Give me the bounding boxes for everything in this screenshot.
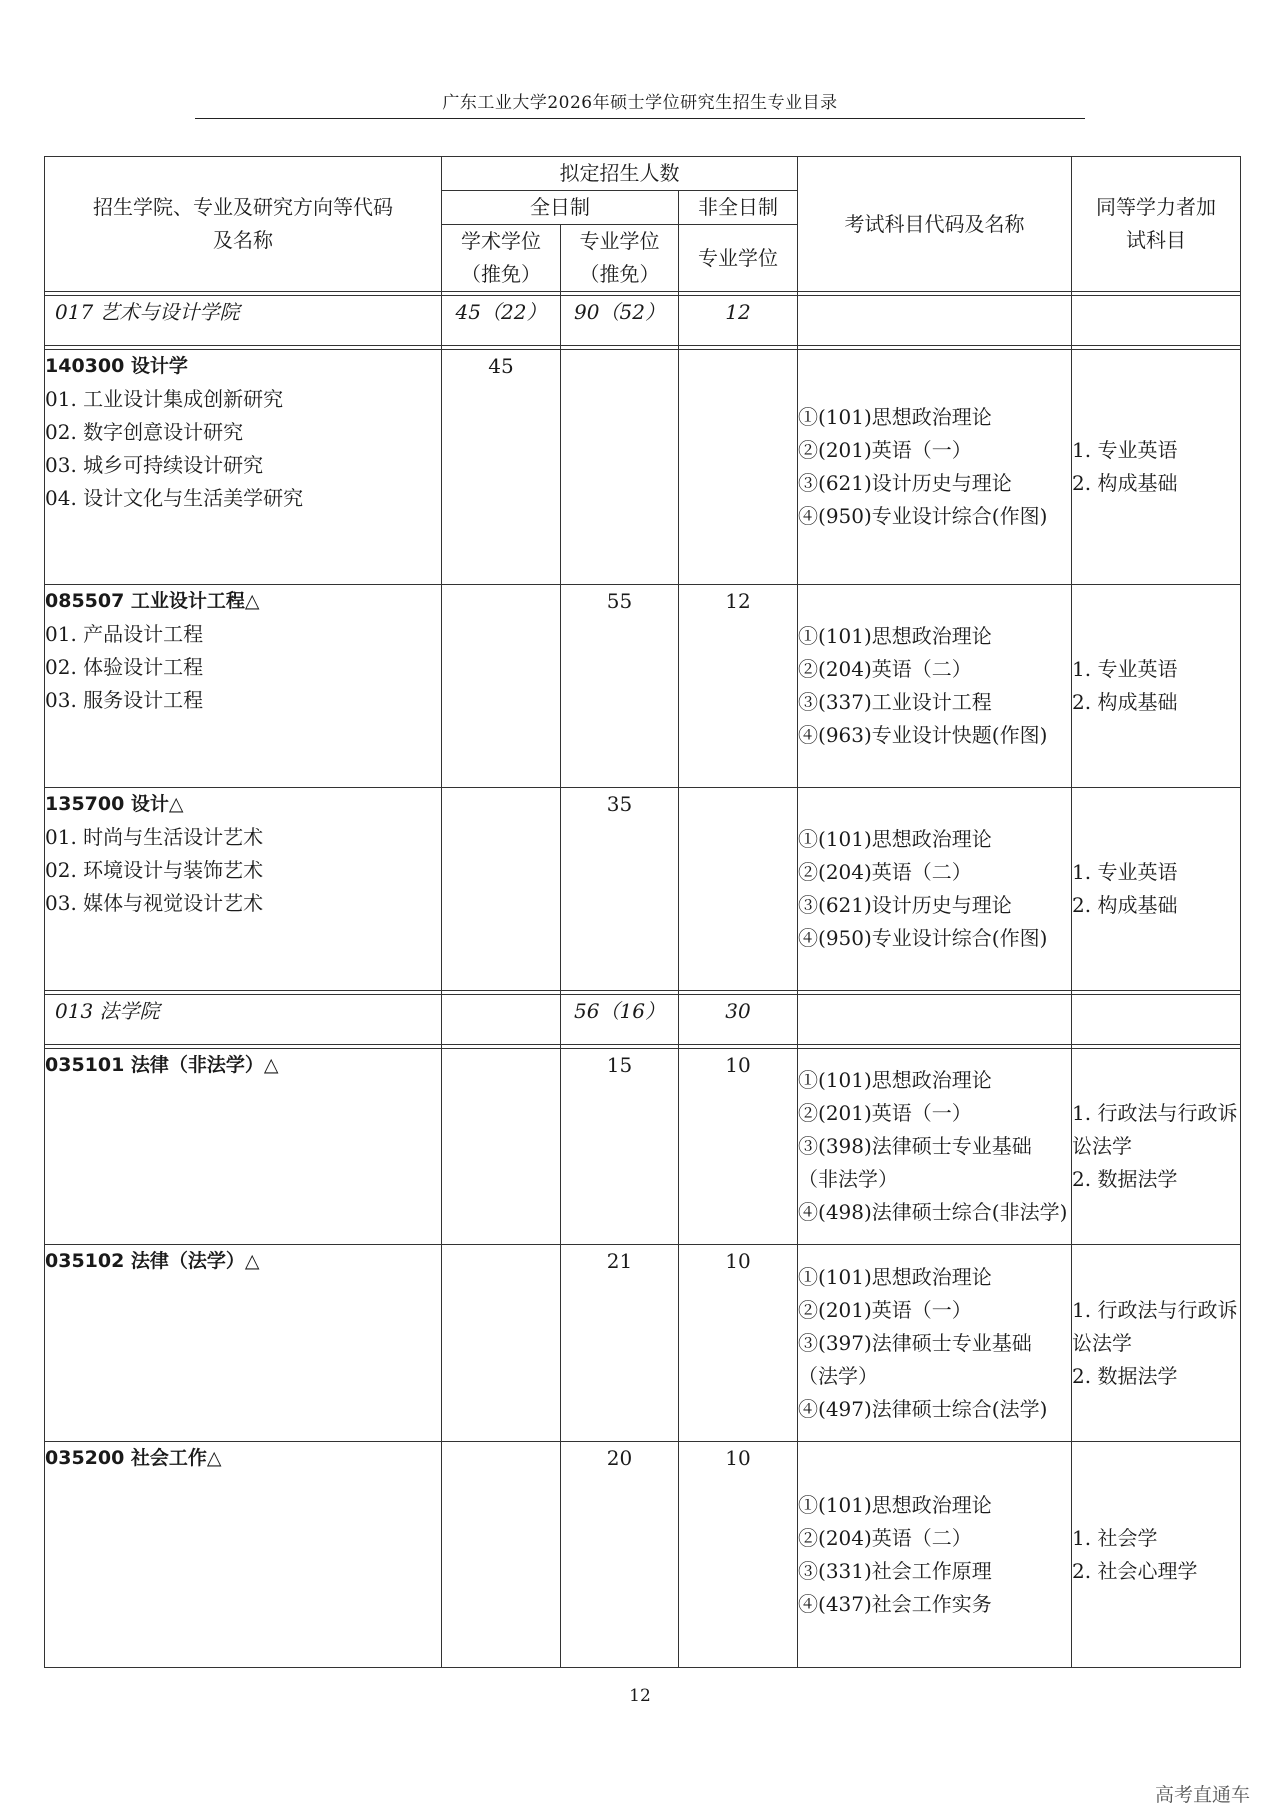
academic-count xyxy=(442,788,561,991)
exam-subjects xyxy=(798,1245,1072,1442)
academic-count xyxy=(442,1245,561,1442)
exam-subject: ③(331)社会工作原理 xyxy=(798,1558,992,1583)
header-part-time: 非全日制 xyxy=(679,191,798,225)
extra-subject: 2. 社会心理学 xyxy=(1072,1558,1198,1583)
exam-subject: ④(497)法律硕士综合(法学) xyxy=(798,1396,1048,1421)
academic-count: 45 xyxy=(442,350,561,585)
exam-subject: ②(201)英语（一） xyxy=(798,1101,972,1125)
academic-count xyxy=(442,1049,561,1245)
extra-subject: 1. 专业英语 xyxy=(1072,438,1178,462)
college-academic xyxy=(442,995,561,1045)
exam-subjects xyxy=(798,585,1072,788)
exam-subject: ①(101)思想政治理论 xyxy=(798,1068,992,1092)
professional-count xyxy=(561,350,679,585)
exam-subject: ①(101)思想政治理论 xyxy=(798,624,992,648)
major-row xyxy=(45,350,1241,585)
college-professional: 90（52） xyxy=(561,296,679,346)
page-number: 12 xyxy=(629,1686,651,1706)
exam-subject: ③(621)设计历史与理论 xyxy=(798,471,1012,495)
major-title: 035102 法律（法学）△ xyxy=(45,1250,260,1272)
professional-count: 15 xyxy=(561,1049,679,1245)
exam-subject: ③(397)法律硕士专业基础（法学） xyxy=(798,1330,1032,1388)
exam-subjects xyxy=(798,350,1072,585)
exam-subjects xyxy=(798,1049,1072,1245)
extra-subjects xyxy=(1072,1245,1241,1442)
college-academic: 45（22） xyxy=(442,296,561,346)
header-quota: 拟定招生人数 xyxy=(442,157,798,191)
major-title: 135700 设计△ xyxy=(45,793,184,815)
exam-subject: ④(498)法律硕士综合(非法学) xyxy=(798,1200,1068,1224)
exam-subject: ②(204)英语（二） xyxy=(798,860,972,884)
extra-subject: 2. 构成基础 xyxy=(1072,471,1178,495)
college-part-time: 30 xyxy=(679,995,798,1045)
exam-subject: ②(204)英语（二） xyxy=(798,1525,972,1550)
exam-subjects xyxy=(798,1442,1072,1668)
major-row xyxy=(45,1245,1241,1442)
research-direction: 02. 环境设计与装饰艺术 xyxy=(45,858,264,882)
professional-count: 20 xyxy=(561,1442,679,1668)
major-row xyxy=(45,788,1241,991)
college-row xyxy=(45,296,1241,346)
watermark: 高考直通车 xyxy=(1154,1784,1250,1806)
exam-subject: ③(621)设计历史与理论 xyxy=(798,893,1012,917)
exam-subject: ④(950)专业设计综合(作图) xyxy=(798,504,1048,528)
extra-subject: 1. 行政法与行政诉讼法学 xyxy=(1072,1101,1238,1158)
research-direction: 04. 设计文化与生活美学研究 xyxy=(45,486,304,510)
header-professional: 专业学位（推免） xyxy=(561,225,679,292)
document-title: 广东工业大学2026年硕士学位研究生招生专业目录 xyxy=(442,93,838,113)
catalog-table xyxy=(44,156,1241,1668)
part-time-count: 10 xyxy=(679,1049,798,1245)
research-direction: 03. 城乡可持续设计研究 xyxy=(45,453,264,477)
extra-subjects xyxy=(1072,1049,1241,1245)
research-direction: 01. 工业设计集成创新研究 xyxy=(45,387,284,411)
research-direction: 02. 体验设计工程 xyxy=(45,655,204,679)
extra-subject: 2. 数据法学 xyxy=(1072,1363,1178,1388)
extra-subjects xyxy=(1072,788,1241,991)
extra-subjects xyxy=(1072,350,1241,585)
major-title: 035200 社会工作△ xyxy=(45,1447,222,1469)
research-direction: 02. 数字创意设计研究 xyxy=(45,420,244,444)
exam-subject: ④(437)社会工作实务 xyxy=(798,1591,992,1616)
major-title: 035101 法律（非法学）△ xyxy=(45,1054,279,1076)
major-row xyxy=(45,585,1241,788)
extra-subject: 2. 数据法学 xyxy=(1072,1167,1178,1191)
header-professional-pt: 专业学位 xyxy=(679,225,798,292)
major-row xyxy=(45,1049,1241,1245)
extra-subject: 2. 构成基础 xyxy=(1072,690,1178,714)
extra-subject: 1. 行政法与行政诉讼法学 xyxy=(1072,1297,1238,1355)
research-direction: 01. 产品设计工程 xyxy=(45,622,204,646)
header-exam-column: 考试科目代码及名称 xyxy=(798,157,1072,292)
exam-subject: ③(398)法律硕士专业基础（非法学） xyxy=(798,1134,1032,1191)
major-title: 140300 设计学 xyxy=(45,355,188,377)
professional-count: 55 xyxy=(561,585,679,788)
major-row xyxy=(45,1442,1241,1668)
college-name: 017 艺术与设计学院 xyxy=(45,296,442,346)
exam-subject: ①(101)思想政治理论 xyxy=(798,1264,992,1289)
professional-count: 21 xyxy=(561,1245,679,1442)
extra-subject: 1. 社会学 xyxy=(1072,1525,1158,1550)
extra-subjects xyxy=(1072,585,1241,788)
extra-subject: 1. 专业英语 xyxy=(1072,860,1178,884)
exam-subject: ①(101)思想政治理论 xyxy=(798,1492,992,1517)
exam-subject: ③(337)工业设计工程 xyxy=(798,690,992,714)
major-title: 085507 工业设计工程△ xyxy=(45,590,260,612)
header-academic: 学术学位（推免） xyxy=(442,225,561,292)
research-direction: 01. 时尚与生活设计艺术 xyxy=(45,825,264,849)
exam-subject: ④(963)专业设计快题(作图) xyxy=(798,723,1048,747)
exam-subject: ②(201)英语（一） xyxy=(798,438,972,462)
college-row xyxy=(45,995,1241,1045)
title-underline xyxy=(195,118,1085,119)
exam-subject: ①(101)思想政治理论 xyxy=(798,405,992,429)
extra-subjects xyxy=(1072,1442,1241,1668)
header-full-time: 全日制 xyxy=(442,191,679,225)
college-part-time: 12 xyxy=(679,296,798,346)
exam-subject: ②(204)英语（二） xyxy=(798,657,972,681)
college-name: 013 法学院 xyxy=(45,995,442,1045)
professional-count: 35 xyxy=(561,788,679,991)
header-extra-column: 同等学力者加试科目 xyxy=(1072,157,1241,292)
college-professional: 56（16） xyxy=(561,995,679,1045)
exam-subjects xyxy=(798,788,1072,991)
extra-subject: 1. 专业英语 xyxy=(1072,657,1178,681)
research-direction: 03. 服务设计工程 xyxy=(45,688,204,712)
research-direction: 03. 媒体与视觉设计艺术 xyxy=(45,891,264,915)
header-major-column: 招生学院、专业及研究方向等代码及名称 xyxy=(45,157,442,292)
part-time-count: 10 xyxy=(679,1442,798,1668)
extra-subject: 2. 构成基础 xyxy=(1072,893,1178,917)
exam-subject: ②(201)英语（一） xyxy=(798,1297,972,1322)
exam-subject: ④(950)专业设计综合(作图) xyxy=(798,926,1048,950)
part-time-count xyxy=(679,788,798,991)
part-time-count xyxy=(679,350,798,585)
part-time-count: 12 xyxy=(679,585,798,788)
academic-count xyxy=(442,585,561,788)
academic-count xyxy=(442,1442,561,1668)
part-time-count: 10 xyxy=(679,1245,798,1442)
exam-subject: ①(101)思想政治理论 xyxy=(798,827,992,851)
